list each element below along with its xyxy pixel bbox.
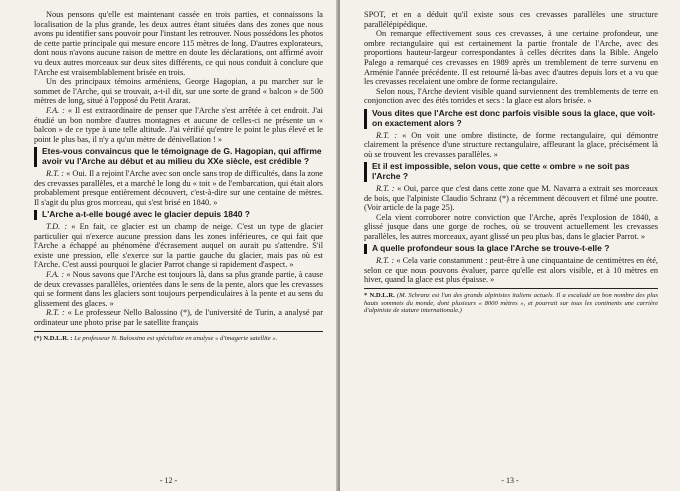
speaker-label: R.T. : — [376, 256, 395, 266]
interview-question-5: A quelle profondeur sous la glace l'Arche se trouve-t-elle ? — [364, 244, 658, 254]
page-number-left: - 12 - — [159, 476, 178, 485]
left-answer-1: R.T. : « Oui. Il a rejoint l'Arche avec son oncle sans trop de difficultés, dans la zone des crevasses parallèles, et a marché le long du « toit » de l'embarcation, qui était alors probablement presque entièrement découvert, c'est-à-dire sur une centaine de mètres. Il s'agit du plus gros morceau, qui s'est brisé en 1840. » — [34, 168, 323, 207]
interview-question-3: Vous dites que l'Arche est donc parfois visible sous la glace, que voit-on exactement alors ? — [364, 109, 658, 129]
left-paragraph-1: Nous pensons qu'elle est maintenant cassée en trois parties, et connaissons la localisation de la plus grande, les deux autres étant situées dans des zones que nous avons pu identifier sans pouvoir pour l'instant les retrouver. Nous possédons les photos de cette partie principale qui mesure encore 115 mètres de long. D'autres explorateurs, dont nous n'avons aucune raison de mettre en doute les déclarations, ont affirmé avoir vu deux autres morceaux sur deux sites différents, ce qui nous conduit à conclure que l'Arche est vraisemblablement brisée en trois. — [34, 10, 323, 77]
speaker-label: R.T. : — [376, 183, 395, 193]
page-number-right: - 13 - — [501, 476, 519, 485]
footnote-rule — [34, 331, 323, 332]
left-footnote: (*) N.D.L.R. : Le professeur N. Balossino est spécialiste en analyse « d'imagerie satellite ». — [34, 334, 278, 342]
right-page — [340, 0, 680, 491]
left-page — [0, 0, 338, 491]
speaker-label: T.D. : — [46, 222, 68, 232]
footnote-label: (*) N.D.L.R. : — [34, 334, 73, 342]
left-paragraph-3: F.A. : « Il est extraordinaire de penser que l'Arche s'est arrêtée à cet endroit. J'ai étudié un bon nombre d'autres montagnes et aucune de celles-ci ne présente un « balcon » de ce type à une telle altitude. J'ai vérifié qu'entre le point le plus élevé et le point le plus bas, il n'y a qu'un mètre de dénivellation ! » — [34, 105, 323, 144]
footnote-label: * N.D.L.R. — [364, 292, 395, 300]
speaker-label: R.T. : — [376, 130, 398, 140]
interview-question-1: Etes-vous convaincus que le témoignage de G. Hagopian, qui affirme avoir vu l'Arche au début et au milieu du XXe siècle, est crédible ? — [34, 147, 323, 167]
left-answer-2: T.D. : « En fait, ce glacier est un champ de neige. C'est un type de glacier particulier qui n'exerce aucune pression dans les zones inférieures, ce qui fait que l'Arche a échappé au phénomène d'écrasement auquel on aurait pu s'attendre. S'il existe une pression, elle s'exerce sur la partie gauche du glacier, mais pas où est l'Arche. C'est aussi pourquoi le glacier Parrot change si rapidement d'aspect. » — [34, 222, 323, 270]
interview-question-2: L'Arche a-t-elle bougé avec le glacier depuis 1840 ? — [34, 210, 323, 220]
speaker-label: F.A. : — [46, 270, 65, 280]
speaker-label: F.A. : — [46, 105, 65, 115]
right-answer-1: R.T. : « On voit une ombre distincte, de forme rectangulaire, qui démontre clairement la présence d'une structure rectangulaire, affleurant la glace, précisément là où se trouvent les crevasses parallèles. » — [364, 130, 658, 159]
right-paragraph-2: On remarque effectivement sous ces crevasses, à une certaine profondeur, une ombre rectangulaire qui est certainement la partie frontale de l'Arche, avec des proportions hauteur-largeur correspondantes à celles décrites dans la Bible. Angelo Palego a remarqué ces crevasses en 1989 après un tremblement de terre survenu en Arménie l'année précédente. Il est retourné là-bas avec d'autres depuis lors et a vu que les crevasses recelaient une ombre de forme rectangulaire. — [364, 29, 658, 87]
left-answer-4: R.T. : « Le professeur Nello Balossino (*), de l'université de Turin, a analysé par ordinateur une photo prise par le satellite français — [34, 308, 323, 328]
right-paragraph-3: Selon nous, l'Arche devient visible quand surviennent des tremblements de terre en conjonction avec des étés torrides et secs : la glace est alors brisée. » — [364, 86, 658, 106]
right-answer-2: R.T. : « Oui, parce que c'est dans cette zone que M. Navarra a extrait ses morceaux de bois, que l'alpiniste Claudio Schranz (*) a récemment découvert et filmé une poutre. (Voir article de la page 25). — [364, 183, 658, 213]
footnote-rule — [364, 288, 658, 289]
right-paragraph-1: SPOT, et en a déduit qu'il existe sous ces crevasses parallèles une structure parallélépipédique. — [364, 10, 658, 29]
right-answer-4: R.T. : « Cela varie constamment : peut-être à une cinquantaine de centimètres en été, selon ce que nous pouvons évaluer, parce qu'elle est alors visible, et à 10 mètres en hiver, quand la glace est plus épaisse. » — [364, 256, 658, 285]
speaker-label: R.T. : — [46, 168, 65, 178]
speaker-label: R.T. : — [46, 308, 65, 318]
left-paragraph-2: Un des principaux témoins arméniens, George Hagopian, a pu marcher sur le sommet de l'Arche, qui se trouvait, a-t-il dit, sur une sorte de grand « balcon » de 500 mètres de long, situé à l'opposé du Petit Ararat. — [34, 77, 323, 106]
interview-question-4: Et il est impossible, selon vous, que cette « ombre » ne soit pas l'Arche ? — [364, 162, 658, 182]
right-answer-3: Cela vient corroborer notre conviction que l'Arche, après l'explosion de 1840, a glissé jusque dans une gorge de roches, où se trouvent actuellement les crevasses parallèles, les autres morceaux, ayant glissé un peu plus bas, dans le glacier Parrot. » — [364, 212, 658, 241]
left-answer-3: F.A. : « Nous savons que l'Arche est toujours là, dans sa plus grande partie, à cause de deux crevasses parallèles, orientées dans le sens de la pente, alors que les crevasses qui se forment dans les glaciers sont toujours perpendiculaires à la pente et au sens du glissement des glaces. » — [34, 270, 323, 308]
right-footnote: * N.D.L.R. (M. Schranz est l'un des grands alpinistes italiens actuels. Il a escaladé un bon nombre des plus hauts sommets du monde, dont plusieurs « 8000 mètres », et pourrait sur tous les continents une carrière d'alpiniste de stature internationale.) — [364, 292, 658, 315]
